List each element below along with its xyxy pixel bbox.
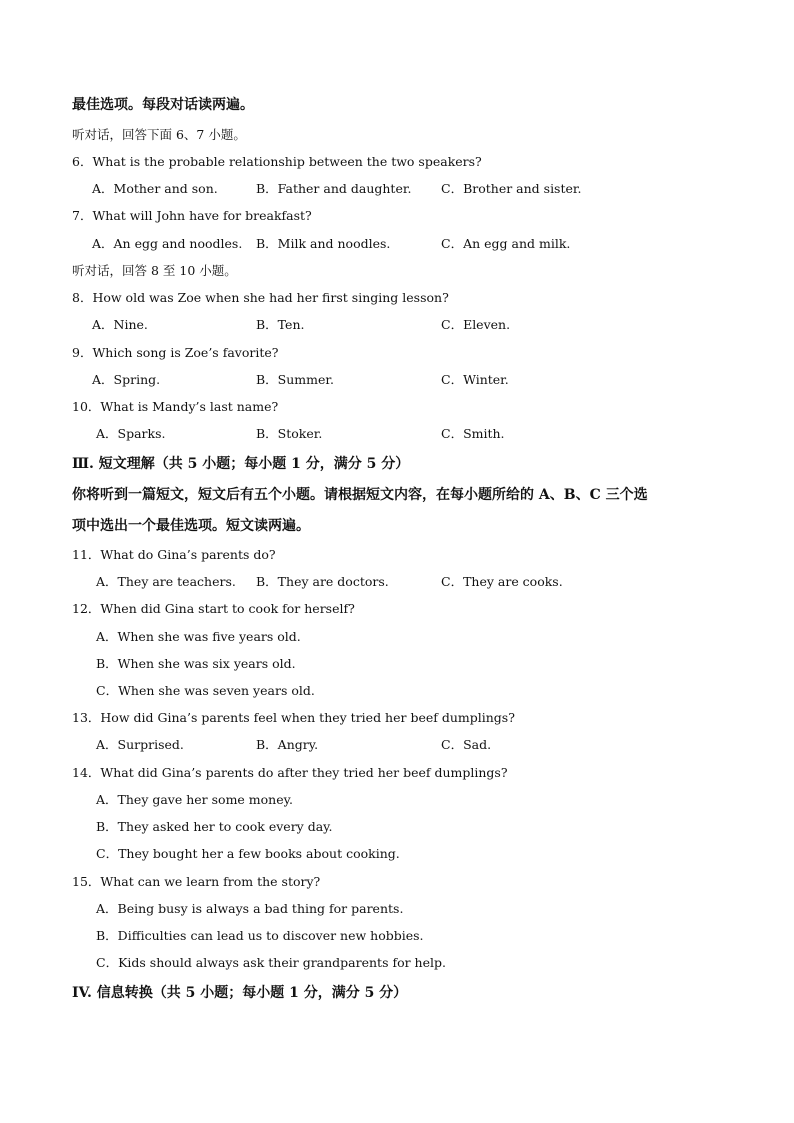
q6-option-a: A．Mother and son. [92,181,218,196]
q9-option-a: A．Spring. [92,372,161,387]
q11-option-a: A．They are teachers. [96,574,236,589]
question-8: 8．How old was Zoe when she had her first singing lesson? [72,290,449,305]
q11-option-c: C．They are cooks. [441,574,563,589]
question-6: 6．What is the probable relationship between the two speakers? [72,154,482,169]
q13-option-c: C．Sad. [441,737,492,752]
q6-option-c: C．Brother and sister. [441,181,582,196]
question-15: 15．What can we learn from the story? [72,874,321,889]
q15-option-a: A．Being busy is always a bad thing for parents. [96,901,404,916]
q10-option-b: B．Stoker. [256,426,323,441]
q12-option-c: C．When she was seven years old. [96,683,315,698]
q9-option-b: B．Summer. [256,372,334,387]
q10-option-c: C．Smith. [441,426,505,441]
q7-option-a: A．An egg and noodles. [92,236,243,251]
q7-option-b: B．Milk and noodles. [256,236,391,251]
q12-option-a: A．When she was five years old. [96,629,301,644]
section3-instruction-line2: 项中选出一个最佳选项。短文读两遍。 [72,518,310,534]
dialog-instruction-8-10: 听对话，回答 8 至 10 小题。 [72,263,237,278]
q8-option-b: B．Ten. [256,317,305,332]
q14-option-c: C．They bought her a few books about cooking. [96,846,400,861]
q13-option-b: B．Angry. [256,737,319,752]
q13-option-a: A．Surprised. [96,737,184,752]
section3-instruction-line1: 你将听到一篇短文，短文后有五个小题。请根据短文内容，在每小题所给的 A、B、C 三个选 [72,487,648,503]
q10-option-a: A．Sparks. [96,426,166,441]
question-7: 7．What will John have for breakfast? [72,208,312,223]
q12-option-b: B．When she was six years old. [96,656,296,671]
q14-option-b: B．They asked her to cook every day. [96,819,333,834]
q14-option-a: A．They gave her some money. [96,792,293,807]
question-13: 13．How did Gina’s parents feel when they tried her beef dumplings? [72,710,515,725]
question-10: 10．What is Mandy’s last name? [72,399,279,414]
q15-option-b: B．Difficulties can lead us to discover new hobbies. [96,928,424,943]
q11-option-b: B．They are doctors. [256,574,389,589]
q7-option-c: C．An egg and milk. [441,236,571,251]
q8-option-a: A．Nine. [92,317,148,332]
section3-title: Ⅲ. 短文理解（共 5 小题；每小题 1 分，满分 5 分） [72,456,410,472]
q15-option-c: C．Kids should always ask their grandparents for help. [96,955,446,970]
question-11: 11．What do Gina’s parents do? [72,547,276,562]
q8-option-c: C．Eleven. [441,317,511,332]
dialog-instruction-6-7: 听对话，回答下面 6、7 小题。 [72,127,246,142]
question-9: 9．Which song is Zoe’s favorite? [72,345,279,360]
q6-option-b: B．Father and daughter. [256,181,412,196]
section4-title: IV. 信息转换（共 5 小题；每小题 1 分，满分 5 分） [72,985,408,1001]
question-14: 14．What did Gina’s parents do after they tried her beef dumplings? [72,765,508,780]
q9-option-c: C．Winter. [441,372,509,387]
section2-instruction-tail: 最佳选项。每段对话读两遍。 [72,97,254,113]
question-12: 12．When did Gina start to cook for herself? [72,601,355,616]
